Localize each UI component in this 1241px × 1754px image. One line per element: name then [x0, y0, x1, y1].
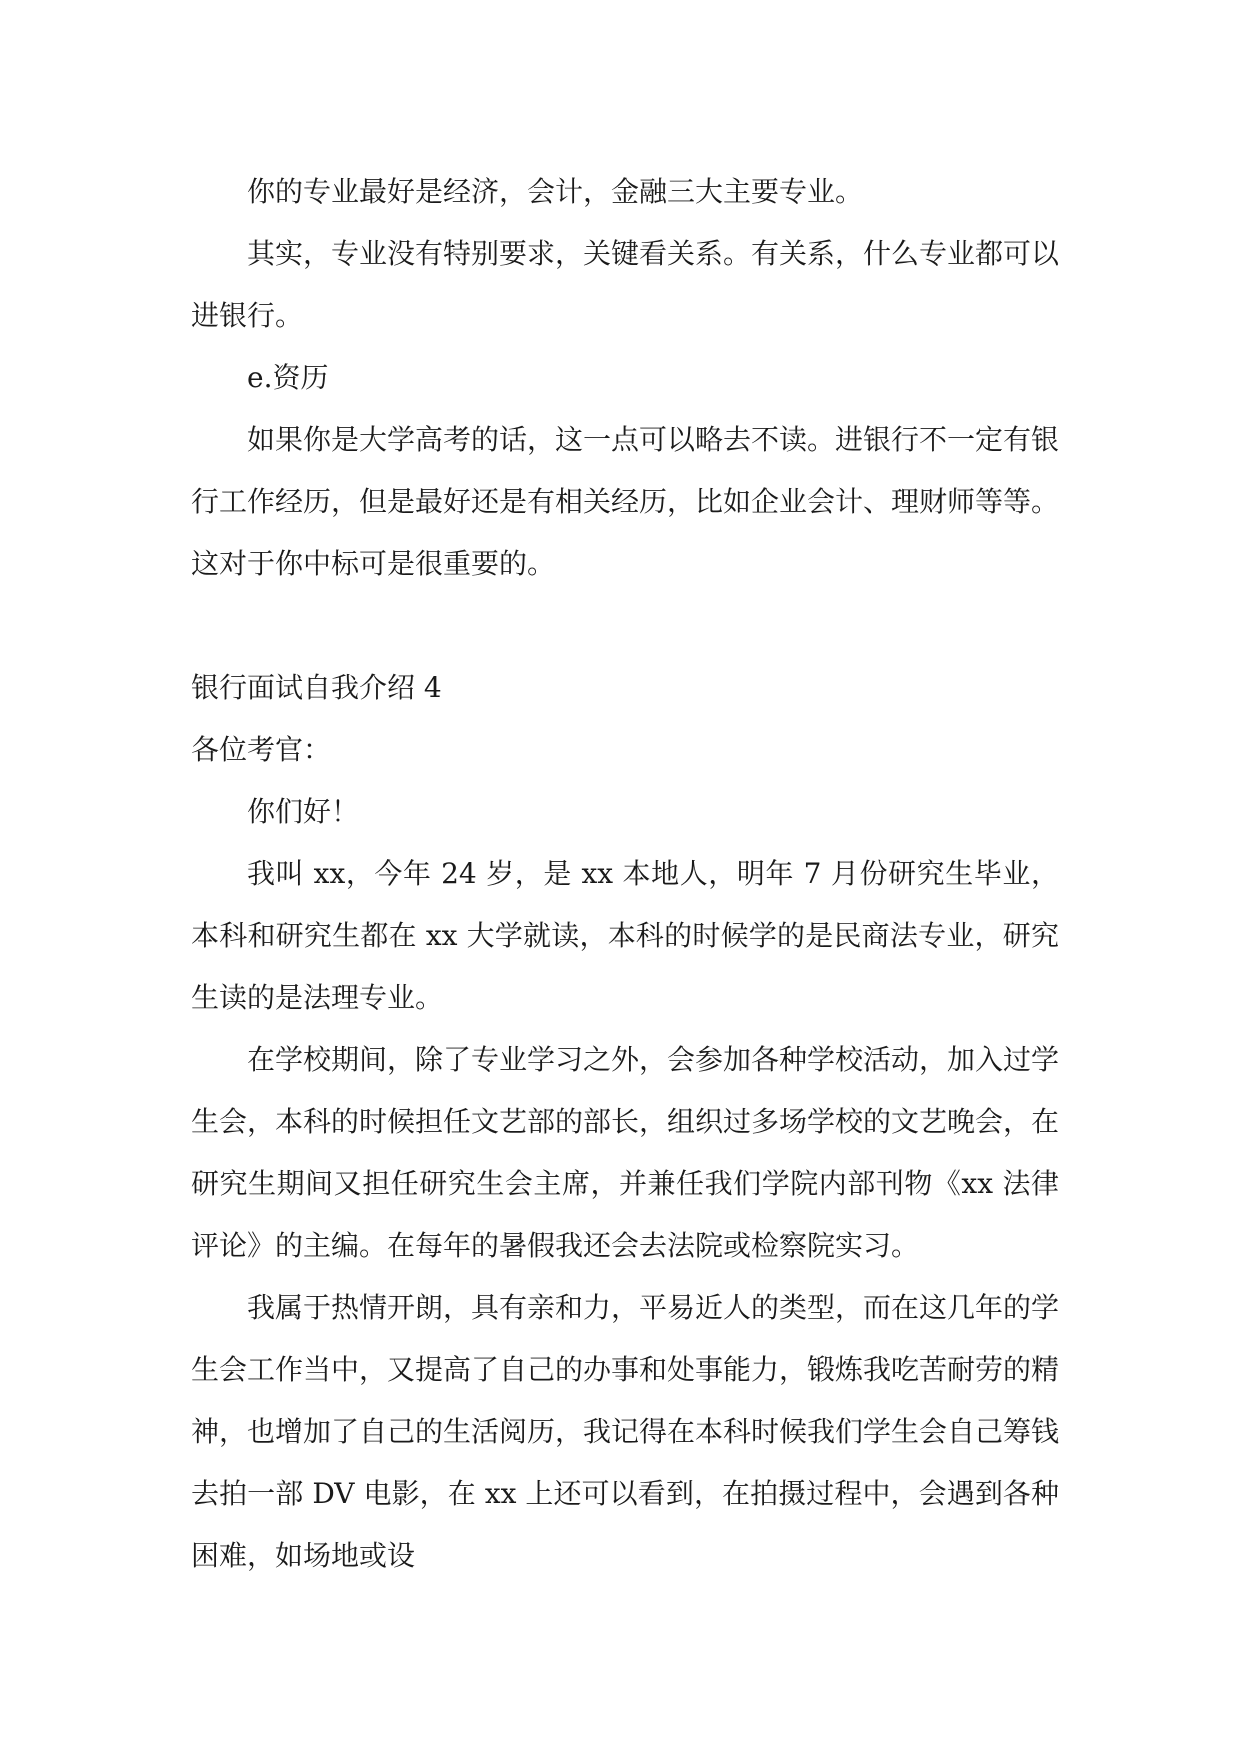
paragraph-qualification-heading: e.资历 [247, 361, 329, 394]
salutation: 各位考官： [191, 733, 332, 766]
paragraph-major: 你的专业最好是经济，会计，金融三大主要专业。 [247, 175, 864, 208]
document-body [191, 161, 1059, 1587]
paragraph-school-activities: 在学校期间，除了专业学习之外，会参加各种学校活动，加入过学生会，本科的时候担任文艺部的部长，组织过多场学校的文艺晚会，在研究生期间又担任研究生会主席，并兼任我们学院内部刊物《xx 法律评论》的主编。在每年的暑假我还会去法院或检察院实习。 [191, 1043, 1060, 1262]
paragraph-relations: 其实，专业没有特别要求，关键看关系。有关系，什么专业都可以进银行。 [191, 237, 1060, 332]
paragraph-personality: 我属于热情开朗，具有亲和力，平易近人的类型，而在这几年的学生会工作当中，又提高了自己的办事和处事能力，锻炼我吃苦耐劳的精神，也增加了自己的生活阅历，我记得在本科时候我们学生会自己筹钱去拍一部 DV 电影，在 xx 上还可以看到，在拍摄过程中，会遇到各种困难，如场地或设 [191, 1291, 1060, 1572]
section-title: 银行面试自我介绍 4 [191, 671, 442, 704]
paragraph-greeting: 你们好！ [247, 795, 360, 828]
paragraph-experience: 如果你是大学高考的话，这一点可以略去不读。进银行不一定有银行工作经历，但是最好还是有相关经历，比如企业会计、理财师等等。这对于你中标可是很重要的。 [191, 423, 1060, 580]
section-gap [191, 595, 1059, 657]
paragraph-introduction: 我叫 xx，今年 24 岁，是 xx 本地人，明年 7 月份研究生毕业，本科和研究生都在 xx 大学就读，本科的时候学的是民商法专业，研究生读的是法理专业。 [191, 857, 1059, 1014]
